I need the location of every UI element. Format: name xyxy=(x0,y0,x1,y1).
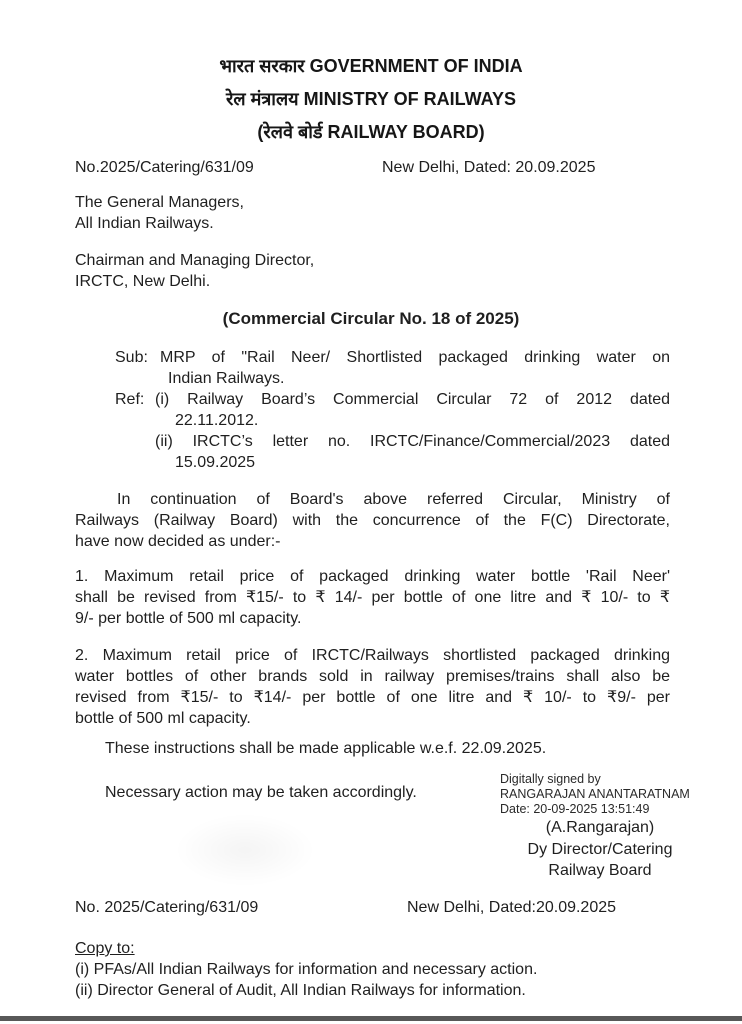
digital-signature-block xyxy=(500,772,700,882)
point-2-paragraph xyxy=(75,645,670,729)
file-reference-row-top xyxy=(75,157,670,178)
point-1-paragraph xyxy=(75,566,670,629)
addressee-line: The General Managers, xyxy=(75,194,244,211)
digital-signature-signer: RANGARAJAN ANANTARATNAM xyxy=(500,787,690,801)
addressee-line: Chairman and Managing Director, xyxy=(75,252,315,269)
reference-label: Ref: xyxy=(115,391,145,408)
intro-line: Railways (Railway Board) with the concurrence of the F(C) Directorate, xyxy=(75,512,670,529)
reference-row xyxy=(115,389,670,473)
letterhead-line-board: (रेलवे बोर्ड RAILWAY BOARD) xyxy=(257,122,485,142)
point-1-line: shall be revised from ₹15/- to ₹ 14/- per bottle of one litre and ₹ 10/- to ₹ xyxy=(75,589,670,606)
intro-paragraph xyxy=(75,489,670,552)
letterhead-line-govt: भारत सरकार GOVERNMENT OF INDIA xyxy=(219,56,523,76)
subject-row xyxy=(115,347,670,389)
spacer xyxy=(75,234,670,250)
subject-reference-block xyxy=(115,347,670,473)
file-number-bottom: No. 2025/Catering/631/09 xyxy=(75,899,259,916)
subject-line: MRP of "Rail Neer/ Shortlisted packaged drinking water on xyxy=(160,349,670,366)
copy-to-item: (ii) Director General of Audit, All Indian Railways for information. xyxy=(75,982,526,999)
subject-label: Sub: xyxy=(115,349,148,366)
file-number-top: No.2025/Catering/631/09 xyxy=(75,159,254,176)
point-2-line: revised from ₹15/- to ₹14/- per bottle of one litre and ₹ 10/- to ₹9/- per xyxy=(75,689,670,706)
copy-to-heading: Copy to: xyxy=(75,940,135,957)
digital-signature-line: Digitally signed by xyxy=(500,772,601,786)
subject-line: Indian Railways. xyxy=(168,370,285,387)
reference-line: (i) Railway Board’s Commercial Circular 72 of 2012 dated xyxy=(155,391,670,408)
reference-line: 22.11.2012. xyxy=(175,412,259,429)
point-2-line: 2. Maximum retail price of IRCTC/Railways shortlisted packaged drinking xyxy=(75,647,670,664)
scan-edge-bar xyxy=(0,1016,742,1021)
intro-line: have now decided as under:- xyxy=(75,533,281,550)
faint-scan-smudge xyxy=(175,815,315,885)
addressee-line: All Indian Railways. xyxy=(75,215,214,232)
copy-to-block xyxy=(75,938,670,1001)
circular-title: (Commercial Circular No. 18 of 2025) xyxy=(222,309,520,328)
reference-line: 15.09.2025 xyxy=(175,454,256,471)
place-date-bottom: New Delhi, Dated:20.09.2025 xyxy=(407,899,617,916)
file-reference-row-bottom xyxy=(75,897,670,918)
letterhead-line-ministry: रेल मंत्रालय MINISTRY OF RAILWAYS xyxy=(226,89,516,109)
point-1-line: 1. Maximum retail price of packaged drinking water bottle 'Rail Neer' xyxy=(75,568,670,585)
addressee-block xyxy=(75,192,670,292)
letterhead xyxy=(0,50,742,149)
action-line: Necessary action may be taken accordingly. xyxy=(105,784,417,801)
reference-line: (ii) IRCTC’s letter no. IRCTC/Finance/Commercial/2023 dated xyxy=(155,433,670,450)
point-2-line: water bottles of other brands sold in railway premises/trains shall also be xyxy=(75,668,670,685)
intro-line: In continuation of Board's above referred Circular, Ministry of xyxy=(117,491,670,508)
reference-text xyxy=(155,389,670,473)
point-2-line: bottle of 500 ml capacity. xyxy=(75,710,251,727)
signatory-name: (A.Rangarajan) xyxy=(545,819,655,836)
place-date-top: New Delhi, Dated: 20.09.2025 xyxy=(382,159,596,176)
copy-to-item: (i) PFAs/All Indian Railways for information and necessary action. xyxy=(75,961,538,978)
applicability-line: These instructions shall be made applicable w.e.f. 22.09.2025. xyxy=(105,740,547,757)
addressee-line: IRCTC, New Delhi. xyxy=(75,273,211,290)
subject-text xyxy=(160,347,670,389)
point-1-line: 9/- per bottle of 500 ml capacity. xyxy=(75,610,302,627)
signatory-organisation: Railway Board xyxy=(548,862,652,879)
signatory-designation: Dy Director/Catering xyxy=(527,840,673,858)
digital-signature-date: Date: 20-09-2025 13:51:49 xyxy=(500,802,650,816)
